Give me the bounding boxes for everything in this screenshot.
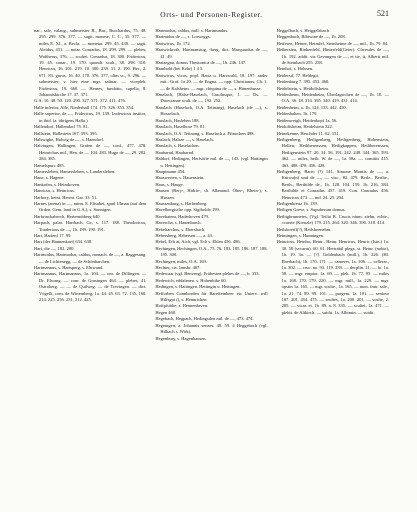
index-entry: Hanricus, s. Heinricus. bbox=[34, 188, 76, 194]
index-entry: Hane, s. Hagene. bbox=[34, 175, 65, 181]
index-entry: Hartmodus, caldus, mill. s. Hartmundus. bbox=[155, 28, 229, 33]
index-entry: Hartzegna, domus Theutonica de —, 1b. 246. 147. bbox=[155, 60, 247, 66]
index-entry: Hedingen, s. Hattingen. Hettingin u. Hettingen. bbox=[155, 284, 241, 290]
index-entry: Halle superior, de —, Fridericus, 19. 139. Ludewicus institor, in ibid. (a. übrigens Halla.) bbox=[34, 111, 147, 123]
index-entry: Hoftpfuhlte, s. Hennenbrven. bbox=[155, 303, 208, 309]
index-entry: Hebersberg, Hebersen —, a. 43. bbox=[155, 233, 213, 238]
index-entry: Halvingen, Hallingen, Grafen de —, conf., 477. 478. Heinrichus mil., Hen. de — 104. 283. Hugo de —, 29. 282. 284. 385. bbox=[34, 143, 147, 162]
index-entry: Heinekenne, Heschder 11. 62. 151. bbox=[276, 130, 340, 136]
index-entry: Hasslach, O.A. Tettnang, s. Haselach a. Pfinochen 488. bbox=[155, 130, 255, 136]
index-entry: Halswigke, Halwig de —, s. Haendorf. bbox=[34, 136, 105, 142]
index-entry: Hefforben Connborden für Barefteinheer etc Unterv. will Hilfsgut (), s. Hennrichen. bbox=[155, 290, 268, 303]
index-entry: Heilitgbrunnetes, (Vgl. Teilia B. Crucis nium. ziehn, ecbte., ccuerte (Kreuzle) 179. 215. 264. 320. 346. 390. 318. 414. bbox=[276, 213, 389, 226]
index-entry: Hartmannus, s. Hartsperg, s. Ehrwand. bbox=[34, 265, 104, 271]
index-column-left bbox=[34, 28, 146, 502]
index-entry: Heggelbach, s. Heiggelsbach. bbox=[276, 28, 331, 33]
index-entry: Heiligen Greve, s. Supuberum domus. bbox=[276, 207, 346, 213]
index-entry: Harbory, heint. Herrnt. Gar. 33. 51. bbox=[34, 194, 98, 200]
index-entry: Havekatem, Haderhoven 479. bbox=[155, 213, 210, 219]
index-entry: Hauptmann 454. bbox=[155, 168, 186, 174]
index-entry: Heimingen, s. Hunningen. bbox=[276, 233, 325, 238]
index-entry: Heidelstein, s. Heidolfsheim. bbox=[276, 85, 330, 91]
index-entry: Hegemgen, a. Johannis senzes. 40. 59. 4 Heggebach (vgl. Hilkach s. Wirk). bbox=[155, 322, 268, 335]
index-entry: Heinhof, s. Hohnen. bbox=[276, 66, 314, 72]
index-entry: Havelbergische opp. Sigiboldo 199. bbox=[155, 207, 220, 213]
index-entry: Hechingen, Hechingen, O.A., 75. 76. 183. 185. 186. 187. 188. 195. 300. bbox=[155, 245, 268, 258]
index-entry: G.A. 10. 48. 50. 120. 290. 327. 371. 372. 411. 476. bbox=[34, 98, 126, 104]
index-entry: Hartmidus de —, s. Lorweggs. bbox=[155, 34, 211, 40]
index-entry: Hedewich, eddaleneu. s. Hohenhike 60. bbox=[155, 277, 227, 283]
index-entry: Heibersten, Rinkenfeld, Hinterfeld(Geier). Cūvesdes de —, 1b. 192. addit. viz Gevungen de —, et tie, it, Alberti mil. de Steinbach 255. 258. bbox=[276, 47, 389, 66]
index-entry: Havercha, s. Hauenbarch. bbox=[155, 220, 202, 226]
index-entry: Hegenbury, s. Hagenhausen. bbox=[155, 335, 207, 341]
index-entry: Haubarnd, Haubarnd. bbox=[155, 149, 195, 155]
index-entry: Hegebach, Hegpach, Hedingsdeu mil. de —, 473. 474. bbox=[155, 316, 254, 322]
index-entry: Harnhold (bei Kehr) 1 4 5. bbox=[155, 66, 204, 72]
index-entry: Hallendorf, Hallendorf 75. 81. bbox=[34, 124, 89, 130]
index-entry: Heggenbach, Bibiwine de —, 1b. 208. bbox=[276, 34, 346, 40]
index-entry: Heidenburg 7. 395. 453. 460. bbox=[276, 79, 330, 85]
index-entry: Hebel, Erb at, Aich, vgl. Ech s. Ehlen 456. 486. bbox=[155, 239, 241, 245]
index-entry: Halle inferior, Alle, Niederhall 174. 175. 326. 353. 354. bbox=[34, 104, 135, 110]
index-column-right bbox=[277, 28, 389, 502]
index-entry: Hamelspurc 485. bbox=[34, 162, 65, 168]
index-entry: Heidenheim, Heidenheim, Überlagsichen de —, 1b. 10. — O.A. 36. 18. 314. 395. 340. 419. 431. 414. bbox=[276, 92, 389, 104]
index-entry: Hasslach, s. Haselachen. bbox=[155, 143, 200, 149]
index-entry: Hegen 460. bbox=[155, 309, 177, 315]
index-entry: Harnes (arena) in —, minn. 8. Elisabet, spud Ulman (auf dem Orden. Gem. land in G.A.), s. Sonnigen. bbox=[34, 200, 147, 213]
index-entry: Hedewaar (vgl. Benveeg), Frühesten plebes de —, b. 333. bbox=[155, 271, 260, 277]
index-entry: Hasslach, Hasleben 188. bbox=[155, 117, 200, 123]
index-entry: Hausen (Bery-, Hidrie-, th. Albmond. Öber-, Rhein-), s. Hussen. bbox=[155, 188, 268, 200]
page-heading: Orts- und Personen-Register. bbox=[160, 10, 263, 19]
index-entry: Haselach, [Hälse-Haselach, Casolusque, 1. — Ds. — Dioecianae scult. de —, 192. 252. bbox=[155, 92, 268, 104]
index-entry: Hartwickroth, Hartmanstug, -berg, dict. Marquardus de —, 41. 49. bbox=[155, 47, 268, 59]
index-entry: Heiligenkreuz 1b. 139. bbox=[276, 200, 318, 206]
index-entry: Haus, s. Hauge. bbox=[155, 181, 184, 187]
index-entry: Hebeltarchus, s. Ebersbach. bbox=[155, 226, 206, 232]
index-entry: Hart, Hartenf 17. 99. bbox=[34, 233, 72, 238]
index-entry: nar., sale, valaug., submeister B., Bur., Burchardus, 75. 48. 295. 299. 376. 377. — sagit. monete, C. C., 35. 377. — miles E. XI., a. Becla. — monetar. 299. 45. 430. — sagit. Aleidus, 431. — notar. Conradus, 18. 299. 299. — plebes, Waltherus, 376. — scultet. Conradus, 18. 300. Fridericus, 19. 45. conar., 19. 170. quondi. scult., 38. 298. 310. Henricus, 16. 201. 219. 18. 300. 239. 31. 2. 190. Her., 2. 671. 83. gurus, 16. 40. 170. 376. 377, olim sc., 9. 296. — submeister, v. hier eine mgr. salinar. — vicepleb. Fridericus, 19. 660. — Hernes, fundatio, capella, 8. Johanniskirche 17. 37. 371. bbox=[34, 28, 147, 98]
index-entry: Haldorf, Hedingen, Herfsöfte mil. de —, 143. (vgl. Hattingin u. Hettingen). bbox=[155, 156, 268, 168]
index-entry: Hartmodus, Hartmodus, caldus, monach. de —, a. Raggesang. — de Lichtenegg. — de Schönbarchen. bbox=[34, 252, 147, 264]
index-entry: Heilsboerff(?), Heilsboenehm. bbox=[276, 226, 332, 232]
index-entry: Heinricus, Heinbo, Heinr., Heinr. Henricus, Henric (Isin.) 1a. 30. 58 (svcarm). 60. 61. Hertrabil plega, st. Heinr. (nobis), 1b. 19. 3a. — [?]. Goldenbach (mill.), 1b. 226. (Hl. Eberbach), 1b. 170. 171. — camerer, 1a. 106. — cellerar., 1a. 302. — cruc. no. 93. 119. 239. — decplin. 21. — fo. 1a. 58. — mgr. emptor. 1a. 69. — pleb. 1b. 77. 95. — miles 1a. 168. 170. 179. 220. — mgr. mill., 1a. 229. — mgr. opstin 1a. 165. — mgr. sculte., 1a. 165. — mon. fratr. sale., 1a. 21. 74. 89. 99. 101. — purgem. 1a. 181. — seniour 187. 201. 454. 475. — seulies, 1a. 200. 201. — sculte, 2. 285. — vicar. et. 1b. 89. a. 8. 335. — scultet, 1a. 471. — plebit. de Altkirch. — suidit. 1a. Albimin. — suidit. bbox=[276, 239, 389, 315]
index-entry: Hechter, civ. Innsbr. 407. bbox=[155, 265, 201, 271]
index-entry: Hart (der Hannenkort) 634. 638. bbox=[34, 239, 93, 245]
index-entry: Haussenburg, s. Harbenberg. bbox=[155, 200, 208, 206]
index-entry: Haslach, Halsee —, s. Haselach. bbox=[155, 136, 214, 142]
index-columns bbox=[34, 28, 389, 502]
index-entry: Hartwicus, 1b. 172. bbox=[155, 40, 191, 46]
index-entry: Heidolfsheim, Heidelstein 322. bbox=[276, 124, 333, 130]
index-entry: Heidenweigh, Heidenkopf 1a. 56. bbox=[276, 117, 338, 123]
index-entry: Heiligenberg, Barro (?) 141, Simone Montis de —, a. Kürwa(n) und de —, — visc., 82. 479. Berle., Berthe., Berth., Berthilde de., 1b. 128. 104. 159. 1b. 216. 384. Berthilde et Conradus 457. 419. Con. Conradus 456. Heinricus 473. — ind. 24. 25. 204. bbox=[276, 168, 389, 200]
running-head bbox=[34, 10, 389, 19]
index-entry: Heiligenberg, Heiligenberg, Heiligenberg, Hohenstein, Hollen; Heiliberenssen, Heiligkappen, Heiliberenssen, Heiligenstein 97. 20. 34. 56. 191. 242. 248. 344. 365. 393. 462. — miles, heili. W. de —, 1a. 58a. — comitiis 415. 463. 488. 478. 456. 428. bbox=[276, 136, 389, 168]
index-entry: Hankofen, s. Heimkoven. bbox=[34, 181, 81, 187]
index-entry: Hamersleben, Hamersleben, s. Landersleben. bbox=[34, 168, 116, 174]
index-column-middle bbox=[155, 28, 267, 502]
index-entry: Harbrinckaberch, Hertermbberg 640. bbox=[34, 213, 101, 219]
index-entry: Hauswerien, s. Hauenstein. bbox=[155, 175, 205, 181]
index-entry: Heidenheim, a. 1b. 124. 133. 442. 450. bbox=[276, 104, 347, 110]
index-entry: Harpach, palat. Harrbach. Gr., s. 117. 188. Theodoricus, Tonderious de —, 1b. 189. 190. 191. bbox=[34, 220, 147, 232]
index-entry: Hallstein, Hallestein 167. 393. 395. bbox=[34, 130, 98, 136]
index-entry: Hasslach (Haselach, O.A. Tettnang), Haselach (de —), s. Hosselach. bbox=[155, 104, 268, 117]
index-entry: Hechingen, miles, O.A. 169. bbox=[155, 258, 207, 264]
index-entry: Hartwicus, vicus, popl. Hartz u. Harzwald, 18. 197. ander mit.: Graf. 1a 20. — de Engna. — opp. Christianus, Ch. 1. — de Kalsheim. — mgr. chiquina de —, s. Hünenhusse. bbox=[155, 72, 268, 91]
index-entry: Heldenhalten, 1b. 179. bbox=[276, 111, 318, 117]
index-entry: Heiderstf, 77. Heldegit. bbox=[276, 72, 320, 78]
index-entry: Hartmannus, Hartmannus, 1a. 104. — om. de Dillingen. — Dr. Elwang. — conr. de Grasingen 464. — plebes, 41. Ostroberg. — — de Quilweg. — de Trevingen. — dict. Vögelli, com. de Wirtemberg, 1a. 44. 45. 63. 72. 135. 160. 214. 225. 256. 231, 312. 425. bbox=[34, 271, 147, 303]
index-entry: Hasslach, Haselbore 79. 81. bbox=[155, 124, 206, 130]
index-entry: Heiferen, Heiner, Heimfef, Steinheime de —, mil., 1b. 79. 84. bbox=[276, 40, 389, 46]
index-entry: Hart, die —, 182. 200. bbox=[34, 245, 75, 251]
page-number: 521 bbox=[377, 9, 389, 18]
